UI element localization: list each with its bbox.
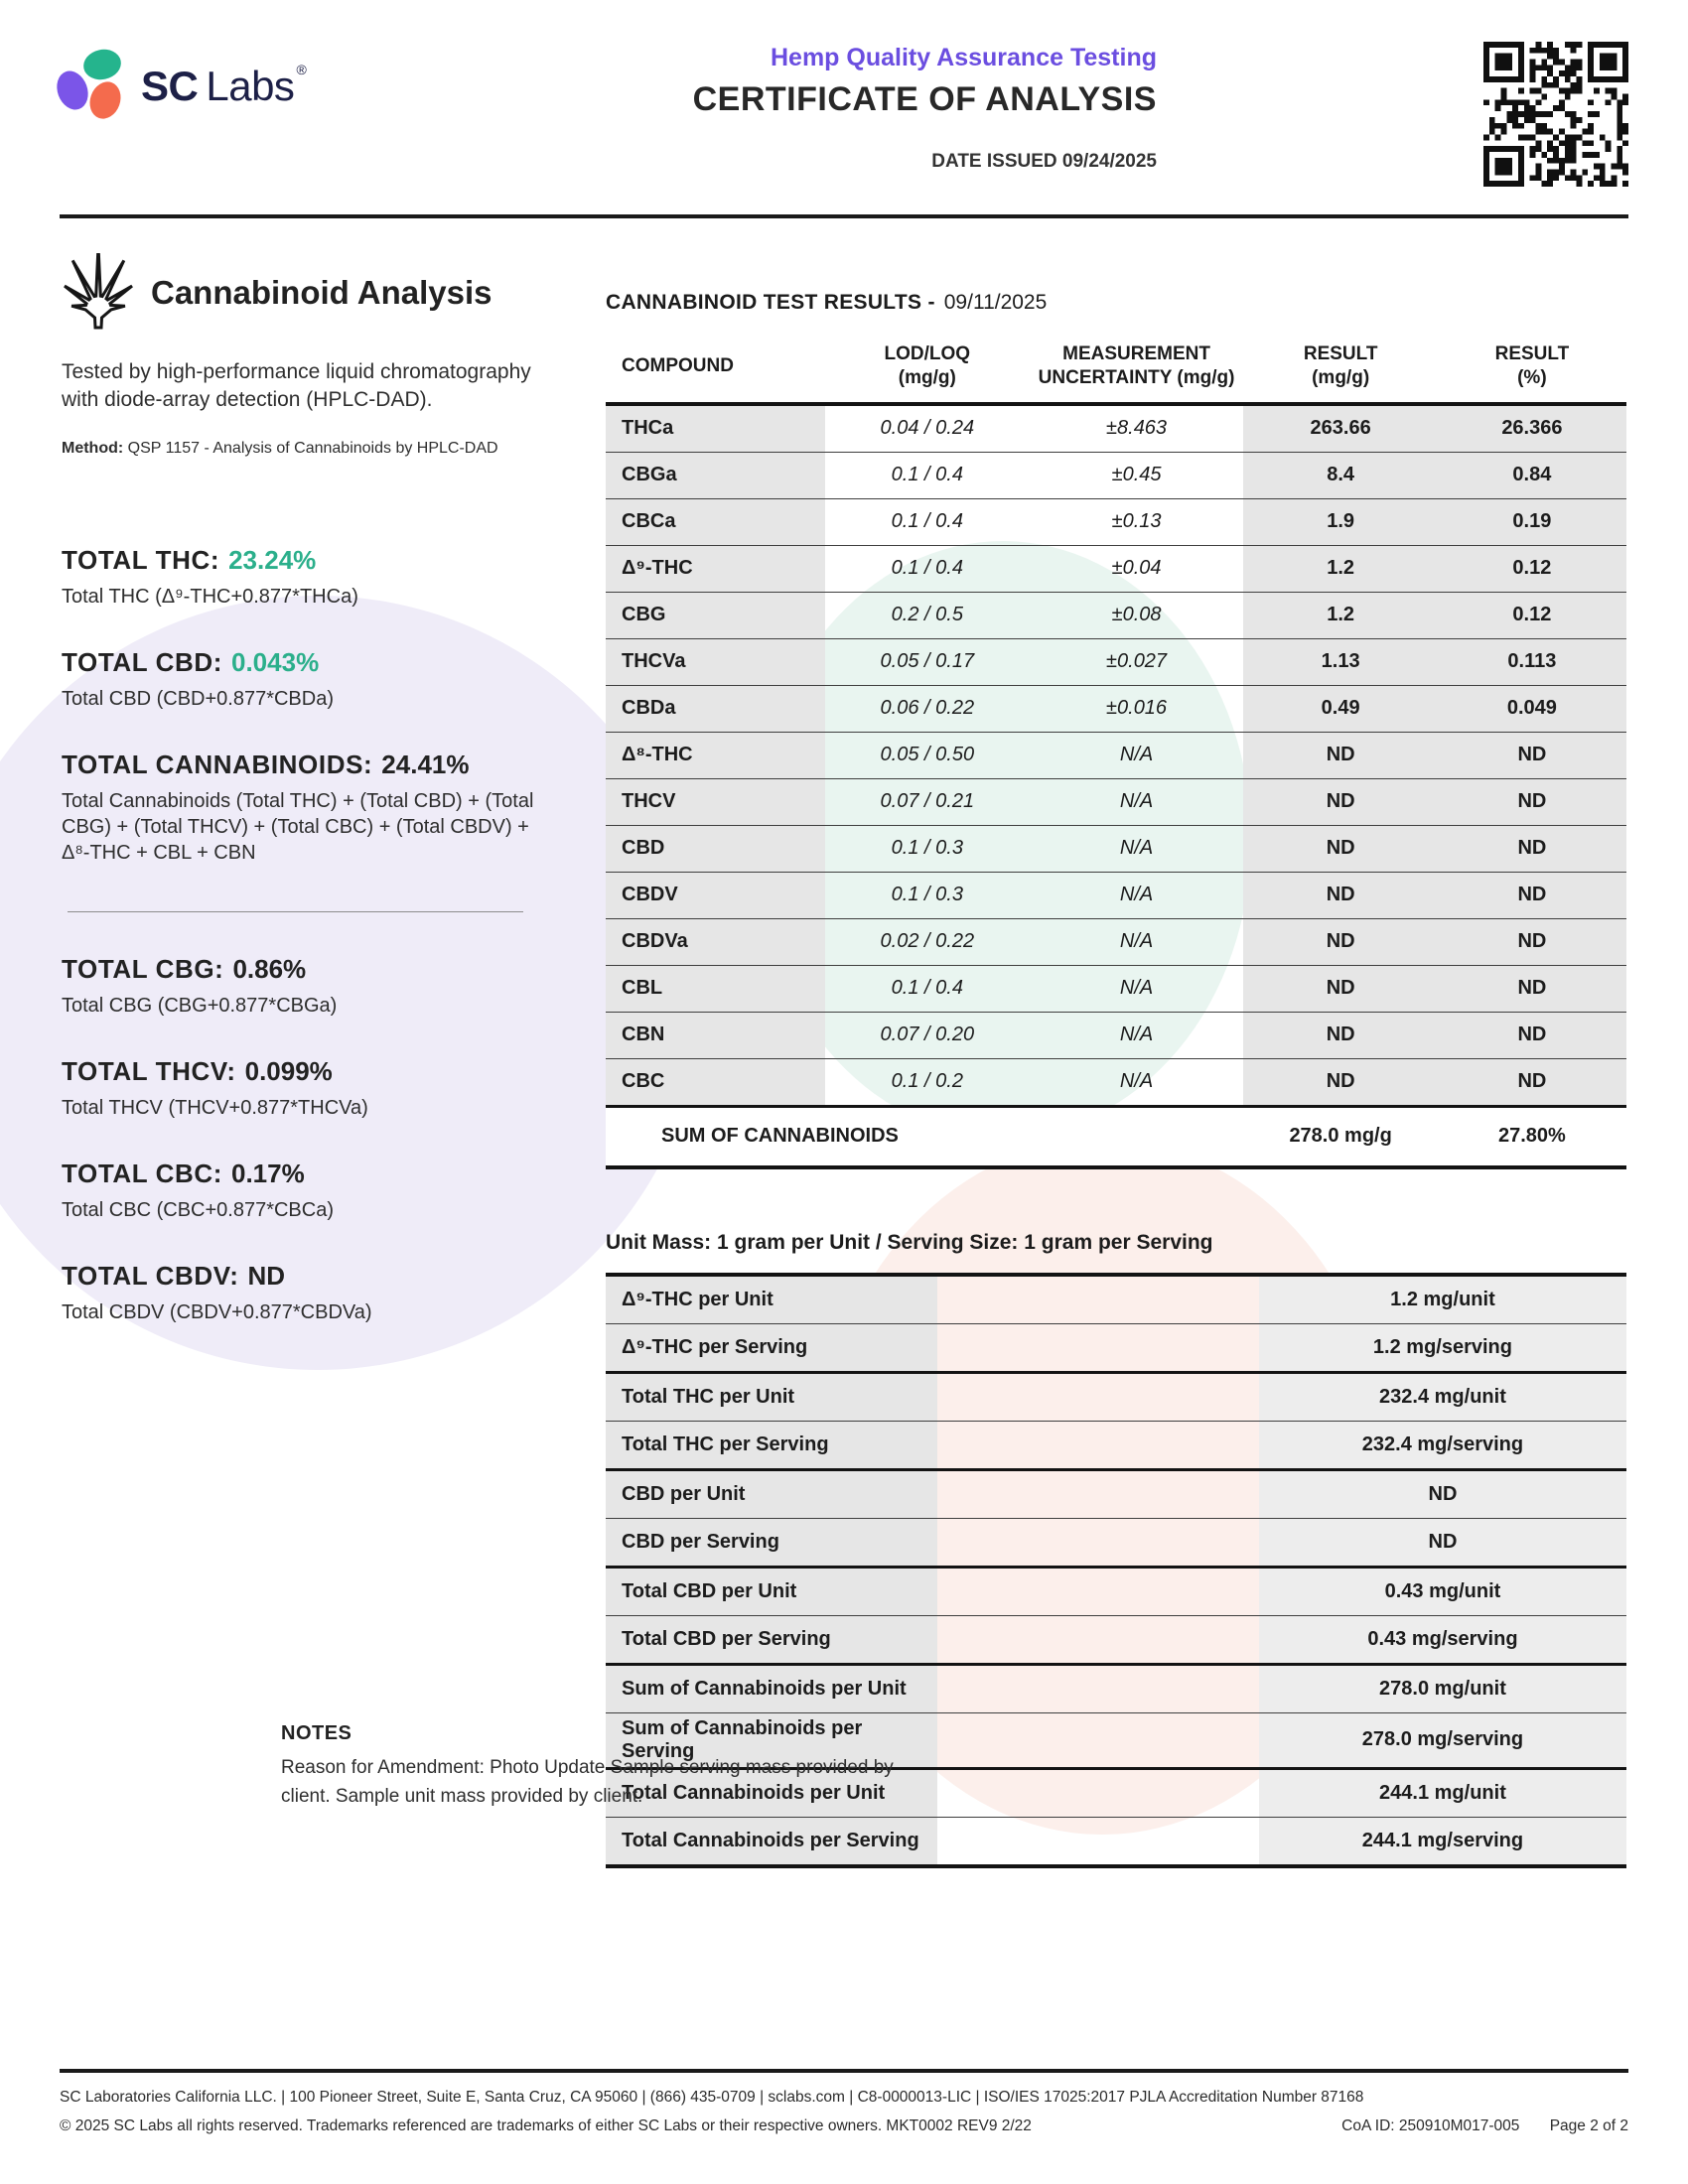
total-block [62, 750, 563, 866]
table-row [606, 452, 1626, 498]
sum-label: SUM OF CANNABINOIDS [606, 1106, 1243, 1167]
cell-uncertainty: ±0.016 [1030, 685, 1244, 732]
date-issued: DATE ISSUED 09/24/2025 [931, 151, 1157, 172]
total-block [62, 545, 563, 610]
cannabinoid-analysis-panel [62, 253, 563, 1363]
results-panel [606, 291, 1626, 1868]
cell-compound: Δ⁸-THC [606, 732, 825, 778]
cell-result_mgg: ND [1243, 1012, 1437, 1058]
cell-result_mgg: 1.9 [1243, 498, 1437, 545]
unit-row-value: 1.2 mg/unit [1259, 1275, 1626, 1324]
cell-result_mgg: ND [1243, 732, 1437, 778]
results-title-row [606, 291, 1626, 315]
total-value: 23.24% [228, 544, 317, 575]
table-row [606, 545, 1626, 592]
header-title-block [693, 44, 1157, 173]
sclabs-logo [58, 50, 316, 127]
brand-sc: SC [141, 63, 199, 109]
cell-uncertainty: ±0.45 [1030, 452, 1244, 498]
cell-compound: CBDVa [606, 918, 825, 965]
cell-result_mgg: ND [1243, 1058, 1437, 1106]
total-block [62, 954, 563, 1019]
unit-row-value: 278.0 mg/unit [1259, 1664, 1626, 1712]
cell-uncertainty: N/A [1030, 778, 1244, 825]
unit-mass-row [606, 1518, 1626, 1567]
unit-row-spacer [937, 1323, 1259, 1372]
cell-lod_loq: 0.2 / 0.5 [825, 592, 1030, 638]
total-value: ND [247, 1260, 286, 1291]
cell-result_mgg: ND [1243, 872, 1437, 918]
cell-lod_loq: 0.1 / 0.2 [825, 1058, 1030, 1106]
cell-result_mgg: ND [1243, 918, 1437, 965]
cell-result_pct: 0.19 [1438, 498, 1626, 545]
total-label: TOTAL CBG: [62, 953, 224, 984]
cell-result_pct: 0.12 [1438, 545, 1626, 592]
cell-result_pct: ND [1438, 918, 1626, 965]
unit-mass-row [606, 1567, 1626, 1615]
total-label: TOTAL THC: [62, 544, 220, 575]
cell-lod_loq: 0.1 / 0.4 [825, 452, 1030, 498]
unit-row-spacer [937, 1275, 1259, 1324]
cell-lod_loq: 0.04 / 0.24 [880, 417, 975, 439]
unit-mass-row [606, 1469, 1626, 1518]
cell-uncertainty: N/A [1030, 918, 1244, 965]
cell-lod_loq: 0.1 / 0.4 [825, 498, 1030, 545]
cell-lod_loq: 0.05 / 0.17 [825, 638, 1030, 685]
unit-row-value: 232.4 mg/serving [1259, 1421, 1626, 1469]
unit-row-value: 244.1 mg/serving [1259, 1817, 1626, 1866]
page-title: CERTIFICATE OF ANALYSIS [692, 80, 1157, 118]
cell-uncertainty: ±0.027 [1030, 638, 1244, 685]
cell-result_mgg: 8.4 [1243, 452, 1437, 498]
unit-row-value: 278.0 mg/serving [1259, 1712, 1626, 1768]
cell-result_pct: 0.113 [1438, 638, 1626, 685]
table-row [606, 638, 1626, 685]
cell-compound: CBDa [606, 685, 825, 732]
cell-uncertainty: N/A [1030, 872, 1244, 918]
unit-row-label: Total THC per Serving [606, 1421, 937, 1469]
total-formula: Total CBG (CBG+0.877*CBGa) [62, 994, 338, 1017]
unit-mass-row [606, 1664, 1626, 1712]
unit-mass-row [606, 1372, 1626, 1421]
cell-result_pct: 26.366 [1438, 404, 1626, 453]
unit-row-spacer [937, 1817, 1259, 1866]
cell-compound: CBC [606, 1058, 825, 1106]
registered-mark: ® [296, 62, 307, 77]
total-value: 0.17% [231, 1158, 305, 1188]
cell-lod_loq: 0.02 / 0.22 [825, 918, 1030, 965]
unit-row-value: 0.43 mg/serving [1259, 1615, 1626, 1664]
unit-row-value: 232.4 mg/unit [1259, 1372, 1626, 1421]
totals-secondary [62, 954, 563, 1325]
unit-row-spacer [937, 1768, 1259, 1817]
cell-uncertainty: N/A [1030, 965, 1244, 1012]
cell-result_mgg: 1.13 [1243, 638, 1437, 685]
column-header: RESULT (mg/g) [1243, 339, 1437, 404]
unit-row-spacer [937, 1567, 1259, 1615]
method-description: Tested by high-performance liquid chromatography with diode-array detection (HPLC-DAD). [62, 360, 531, 411]
unit-mass-row [606, 1817, 1626, 1866]
total-formula: Total THC (Δ⁹-THC+0.877*THCa) [62, 585, 358, 608]
header-divider [60, 214, 1628, 218]
unit-mass-row [606, 1275, 1626, 1324]
cannabinoid-results-table [606, 339, 1626, 1169]
cell-result_mgg: ND [1243, 825, 1437, 872]
cell-uncertainty: N/A [1030, 1012, 1244, 1058]
sclabs-logo-petal-orange [84, 77, 125, 123]
cell-result_pct: ND [1438, 1058, 1626, 1106]
results-title: CANNABINOID TEST RESULTS - [606, 291, 935, 314]
section-title: Cannabinoid Analysis [151, 274, 492, 311]
cell-result_mgg: ND [1243, 778, 1437, 825]
cell-lod_loq: 0.07 / 0.20 [825, 1012, 1030, 1058]
cell-result_pct: ND [1438, 965, 1626, 1012]
method-line [62, 440, 563, 458]
cell-uncertainty: ±0.04 [1030, 545, 1244, 592]
total-block [62, 1159, 563, 1223]
cell-result_pct: ND [1438, 872, 1626, 918]
unit-mass-row [606, 1421, 1626, 1469]
table-row [606, 685, 1626, 732]
unit-row-value: ND [1259, 1518, 1626, 1567]
cell-compound: CBD [606, 825, 825, 872]
cell-compound: CBCa [606, 498, 825, 545]
cannabis-leaf-icon [62, 253, 135, 333]
table-row [606, 592, 1626, 638]
unit-row-label: CBD per Unit [606, 1469, 937, 1518]
unit-row-label: CBD per Serving [606, 1518, 937, 1567]
total-block [62, 1056, 563, 1121]
sum-row [606, 1106, 1626, 1167]
header-subtitle: Hemp Quality Assurance Testing [771, 44, 1157, 71]
cell-result_pct: ND [1438, 1012, 1626, 1058]
unit-row-spacer [937, 1664, 1259, 1712]
unit-row-spacer [937, 1372, 1259, 1421]
results-table-header [606, 339, 1626, 404]
unit-row-spacer [937, 1712, 1259, 1768]
results-table-body [606, 404, 1626, 1107]
totals-primary [62, 545, 563, 866]
page-number: Page 2 of 2 [1549, 2117, 1628, 2134]
table-row [606, 825, 1626, 872]
total-formula: Total CBC (CBC+0.877*CBCa) [62, 1198, 334, 1221]
footer-copyright: © 2025 SC Labs all rights reserved. Trademarks referenced are trademarks of either SC Labs or their respective owners. MKT0002 REV9 2/22 [60, 2117, 1032, 2134]
cell-lod_loq: 0.05 / 0.50 [825, 732, 1030, 778]
cell-lod_loq: 0.1 / 0.3 [825, 872, 1030, 918]
results-date: 09/11/2025 [943, 291, 1048, 314]
cell-compound: CBN [606, 1012, 825, 1058]
cell-compound: CBL [606, 965, 825, 1012]
table-row [606, 1058, 1626, 1106]
table-row [606, 778, 1626, 825]
cell-result_pct: 0.84 [1438, 452, 1626, 498]
cell-lod_loq: 0.07 / 0.21 [825, 778, 1030, 825]
footer-lab-info: SC Laboratories California LLC. | 100 Pioneer Street, Suite E, Santa Cruz, CA 95060 | (866) 435-0709 | sclabs.com | C8-0000013-LIC | ISO/IES 17025:2017 PJLA Accreditation Number 87168 [60, 2089, 1364, 2106]
cell-compound: CBGa [606, 452, 825, 498]
total-label: TOTAL CBDV: [62, 1260, 239, 1291]
unit-mass-heading: Unit Mass: 1 gram per Unit / Serving Size: 1 gram per Serving [606, 1230, 1213, 1254]
sum-pct: 27.80% [1438, 1106, 1626, 1167]
unit-row-spacer [937, 1421, 1259, 1469]
unit-row-spacer [937, 1469, 1259, 1518]
cell-compound: THCVa [606, 638, 825, 685]
cell-result_pct: 0.049 [1438, 685, 1626, 732]
unit-row-label: Total THC per Unit [606, 1372, 937, 1421]
unit-row-value: ND [1259, 1469, 1626, 1518]
cell-uncertainty: ±8.463 [1106, 417, 1168, 439]
footer-coa-block [1341, 2117, 1628, 2135]
cell-result_mgg: 1.2 [1243, 592, 1437, 638]
unit-row-label: Total CBD per Unit [606, 1567, 937, 1615]
results-table-footer [606, 1106, 1626, 1167]
brand-wordmark [141, 62, 306, 110]
brand-labs: Labs [206, 63, 295, 109]
unit-mass-row [606, 1615, 1626, 1664]
notes-text: Reason for Amendment: Photo Update Sample serving mass provided by client. Sample unit mass provided by client. [281, 1757, 894, 1808]
table-row [606, 404, 1626, 453]
total-label: TOTAL THCV: [62, 1055, 236, 1086]
unit-row-label: Sum of Cannabinoids per Unit [606, 1664, 937, 1712]
cell-uncertainty: N/A [1030, 1058, 1244, 1106]
total-value: 0.099% [244, 1055, 333, 1086]
cell-compound: THCa [606, 404, 825, 453]
total-block [62, 1261, 563, 1325]
cell-result_pct: ND [1438, 825, 1626, 872]
table-row [606, 918, 1626, 965]
page-footer [60, 2069, 1628, 2135]
totals-divider [68, 911, 523, 912]
total-formula: Total CBD (CBD+0.877*CBDa) [62, 687, 334, 710]
cell-lod_loq: 0.1 / 0.4 [825, 545, 1030, 592]
cell-result_pct: 0.12 [1438, 592, 1626, 638]
unit-mass-row [606, 1323, 1626, 1372]
cell-uncertainty: N/A [1030, 732, 1244, 778]
sum-mgg: 278.0 mg/g [1243, 1106, 1437, 1167]
section-header [62, 253, 563, 333]
unit-row-label: Total Cannabinoids per Serving [606, 1817, 937, 1866]
total-label: TOTAL CBC: [62, 1158, 222, 1188]
cell-compound: THCV [606, 778, 825, 825]
unit-row-value: 0.43 mg/unit [1259, 1567, 1626, 1615]
notes-heading: NOTES [281, 1722, 352, 1744]
cell-compound: Δ⁹-THC [606, 545, 825, 592]
total-value: 0.86% [232, 953, 307, 984]
total-block [62, 647, 563, 712]
cell-result_pct: ND [1438, 732, 1626, 778]
notes-section [281, 1722, 956, 1812]
table-row [606, 965, 1626, 1012]
cell-compound: CBG [606, 592, 825, 638]
total-formula: Total THCV (THCV+0.877*THCVa) [62, 1096, 368, 1119]
table-row [606, 1012, 1626, 1058]
unit-row-label: Total Cannabinoids per Unit [606, 1768, 937, 1817]
cell-result_pct: ND [1438, 778, 1626, 825]
column-header: MEASUREMENT UNCERTAINTY (mg/g) [1030, 339, 1244, 404]
unit-row-spacer [937, 1518, 1259, 1567]
total-label: TOTAL CANNABINOIDS: [62, 749, 373, 779]
cell-result_mgg: 263.66 [1243, 404, 1437, 453]
sclabs-logo-icon [80, 46, 123, 82]
qr-code [1483, 42, 1628, 187]
total-label: TOTAL CBD: [62, 646, 222, 677]
footer-legal-row [60, 2117, 1628, 2135]
column-header: LOD/LOQ (mg/g) [825, 339, 1030, 404]
total-formula: Total CBDV (CBDV+0.877*CBDVa) [62, 1300, 372, 1323]
unit-row-label: Δ⁹-THC per Unit [606, 1275, 937, 1324]
total-formula: Total Cannabinoids (Total THC) + (Total CBD) + (Total CBG) + (Total THCV) + (Total CBC) + (Total CBDV) + Δ⁸-THC + CBL + CBN [62, 789, 534, 864]
cell-compound: CBDV [606, 872, 825, 918]
cell-result_mgg: 1.2 [1243, 545, 1437, 592]
total-value: 0.043% [231, 646, 320, 677]
method-label: Method: [62, 439, 124, 457]
cell-lod_loq: 0.1 / 0.3 [825, 825, 1030, 872]
cell-lod_loq: 0.1 / 0.4 [825, 965, 1030, 1012]
column-header: RESULT (%) [1438, 339, 1626, 404]
cell-result_mgg: 0.49 [1243, 685, 1437, 732]
cell-result_mgg: ND [1243, 965, 1437, 1012]
unit-row-label: Δ⁹-THC per Serving [606, 1323, 937, 1372]
total-value: 24.41% [381, 749, 470, 779]
cell-lod_loq: 0.06 / 0.22 [825, 685, 1030, 732]
column-header: COMPOUND [606, 339, 825, 404]
cell-uncertainty: N/A [1030, 825, 1244, 872]
unit-row-value: 244.1 mg/unit [1259, 1768, 1626, 1817]
table-row [606, 872, 1626, 918]
unit-row-spacer [937, 1615, 1259, 1664]
table-row [606, 498, 1626, 545]
method-value: QSP 1157 - Analysis of Cannabinoids by HPLC-DAD [127, 439, 498, 457]
cell-uncertainty: ±0.13 [1030, 498, 1244, 545]
unit-row-label: Total CBD per Serving [606, 1615, 937, 1664]
unit-row-value: 1.2 mg/serving [1259, 1323, 1626, 1372]
table-row [606, 732, 1626, 778]
unit-row-label: Sum of Cannabinoids per Serving [606, 1712, 937, 1768]
cell-uncertainty: ±0.08 [1030, 592, 1244, 638]
coa-id: CoA ID: 250910M017-005 [1341, 2117, 1520, 2134]
